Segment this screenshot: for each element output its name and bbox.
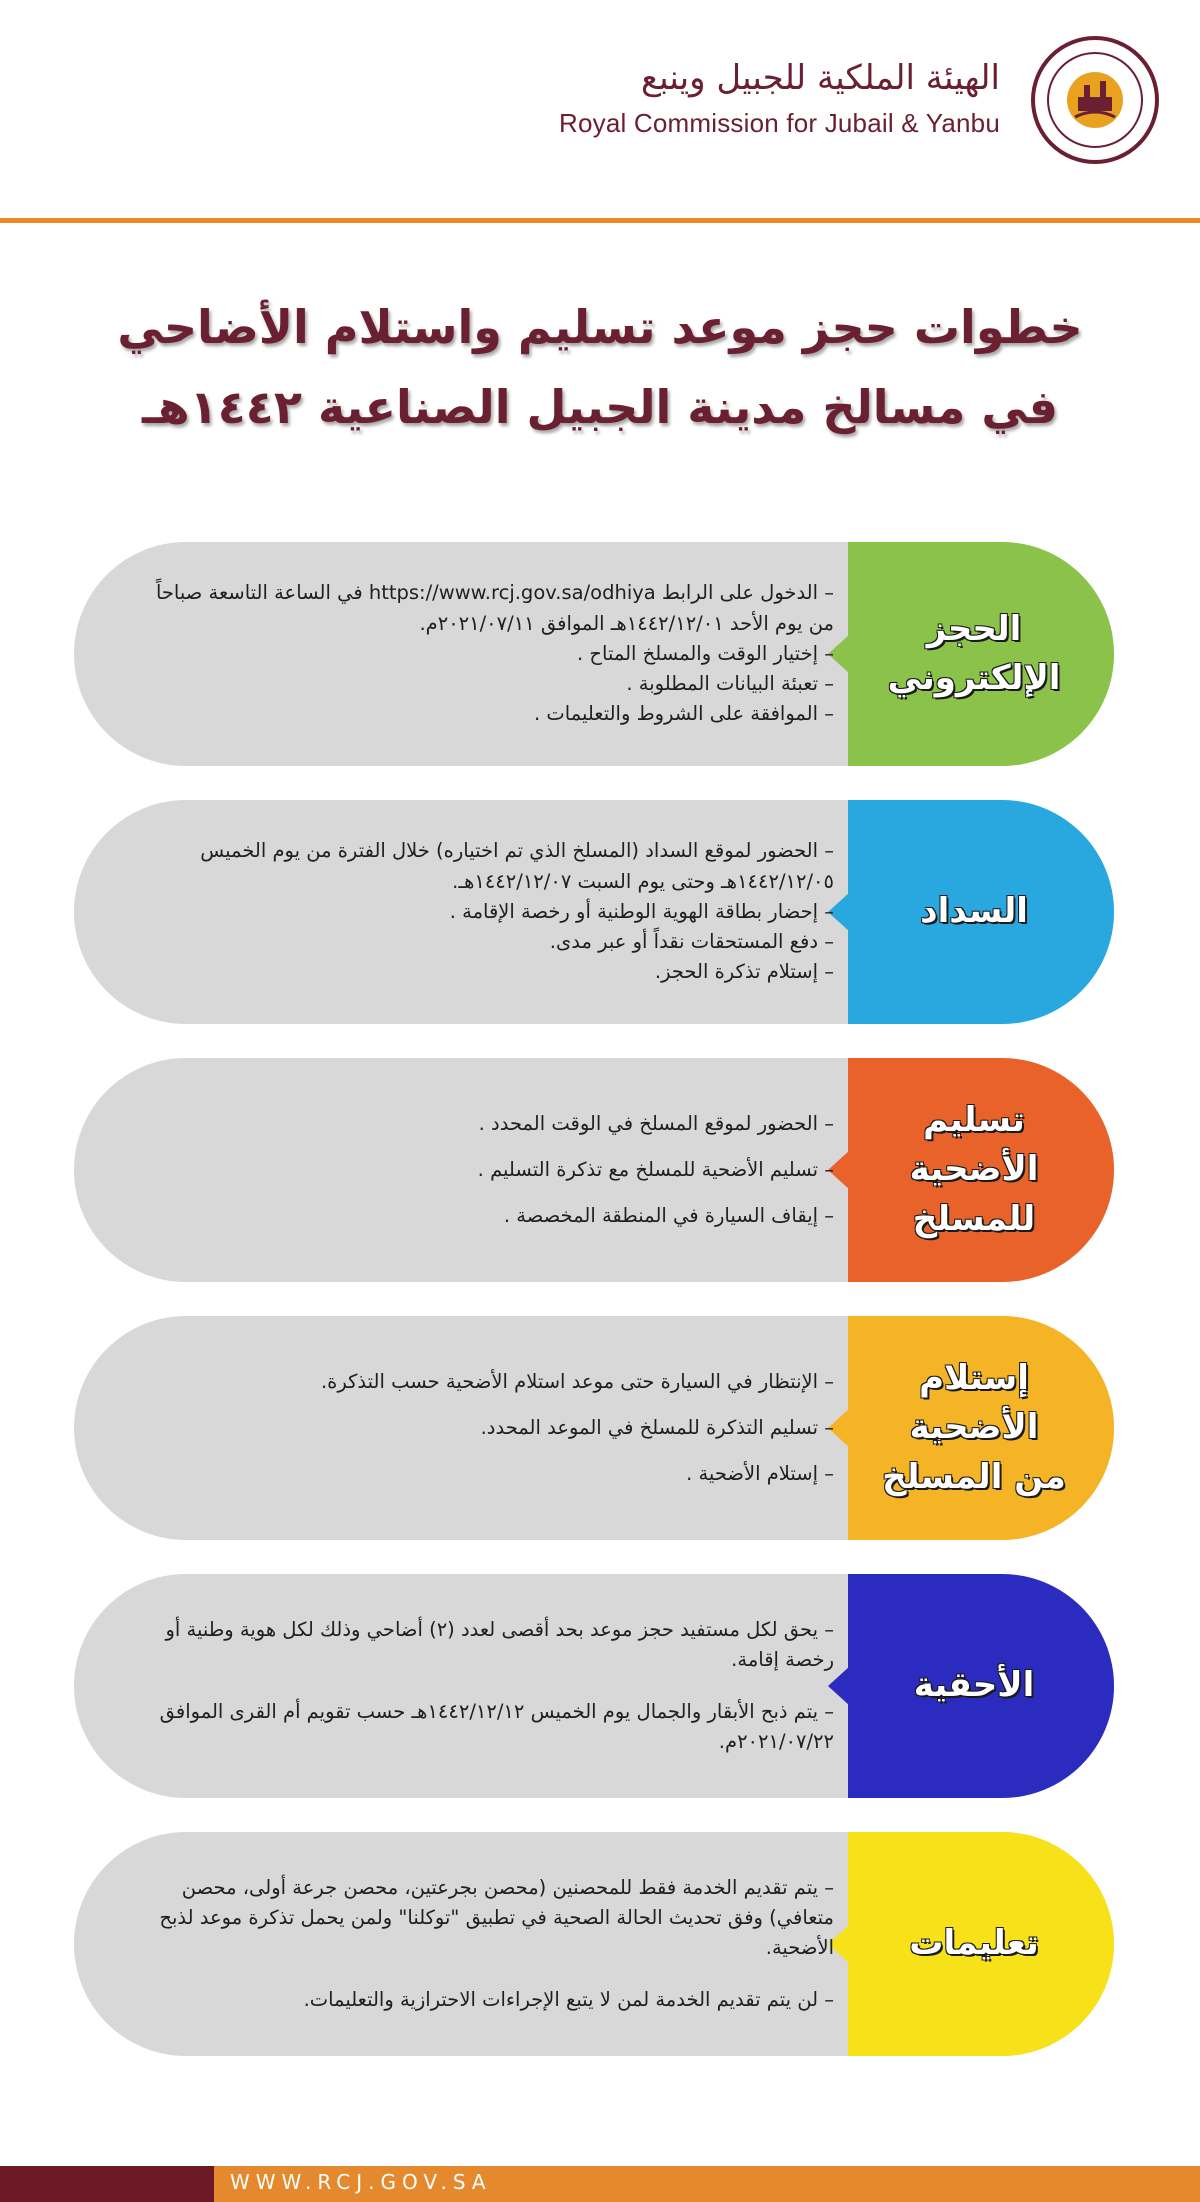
step-item: – الحضور لموقع السداد (المسلخ الذي تم اختياره) خلال الفترة من يوم الخميس ١٤٤٢/١٢/٠٥هـ وحتى يوم السبت ١٤٤٢/١٢/٠٧هـ. bbox=[200, 839, 834, 893]
step-card-instructions bbox=[74, 1832, 1114, 2056]
org-name-arabic: الهيئة الملكية للجبيل وينبع bbox=[641, 58, 1000, 98]
step-item: – إستلام تذكرة الحجز. bbox=[654, 960, 834, 984]
step-label: تعليمات bbox=[909, 1923, 1039, 1964]
step-item: – الإنتظار في السيارة حتى موعد استلام الأضحية حسب التذكرة. bbox=[320, 1369, 834, 1393]
step-item: – إحضار بطاقة الهوية الوطنية أو رخصة الإقامة . bbox=[449, 899, 834, 923]
org-name-english: Royal Commission for Jubail & Yanbu bbox=[558, 108, 1000, 138]
step-label: إستلام الأضحية من المسلخ bbox=[882, 1358, 1066, 1497]
step-item: – الموافقة على الشروط والتعليمات . bbox=[534, 702, 834, 726]
step-items bbox=[134, 1058, 834, 1282]
step-item: – يتم تقديم الخدمة فقط للمحصنين (محصن بجرعتين، محصن جرعة أولى، محصن متعافي) وفق تحديث الحالة الصحية في تطبيق "توكلنا" ولمن يحمل تذكرة موعد لذبح الأضحية. bbox=[159, 1875, 834, 1959]
step-item: – تسليم التذكرة للمسلخ في الموعد المحدد. bbox=[480, 1415, 834, 1439]
footer-bar bbox=[0, 2166, 1200, 2202]
page-title-line-1: خطوات حجز موعد تسليم واستلام الأضاحي bbox=[117, 300, 1083, 354]
step-label: الأحقية bbox=[913, 1665, 1035, 1706]
step-label: السداد bbox=[920, 891, 1028, 932]
step-item: – يحق لكل مستفيد حجز موعد بحد أقصى لعدد (٢) أضاحي وذلك لكل هوية وطنية أو رخصة إقامة. bbox=[165, 1617, 834, 1671]
step-items bbox=[134, 1316, 834, 1540]
step-item: – يتم ذبح الأبقار والجمال يوم الخميس ١٤٤٢/١٢/١٢هـ حسب تقويم أم القرى الموافق ٢٠٢١/٠٧/٢٢م. bbox=[159, 1700, 834, 1754]
step-items bbox=[134, 1832, 834, 2056]
footer-website-url: WWW.RCJ.GOV.SA bbox=[230, 2170, 492, 2194]
step-item: – الدخول على الرابط https://www.rcj.gov.sa/odhiya في الساعة التاسعة صباحاً من يوم الأحد ١٤٤٢/١٢/٠١هـ الموافق ٢٠٢١/٠٧/١١م. bbox=[155, 581, 834, 635]
step-item: – إستلام الأضحية . bbox=[686, 1462, 834, 1486]
step-card-eligibility bbox=[74, 1574, 1114, 1798]
step-item: – إختيار الوقت والمسلخ المتاح . bbox=[577, 641, 834, 665]
step-item: – تعبئة البيانات المطلوبة . bbox=[626, 672, 834, 696]
step-item: – لن يتم تقديم الخدمة لمن لا يتبع الإجراءات الاحترازية والتعليمات. bbox=[303, 1988, 834, 2012]
step-items bbox=[134, 542, 834, 766]
header bbox=[0, 0, 1200, 215]
step-card-payment bbox=[74, 800, 1114, 1024]
step-item: – دفع المستحقات نقداً أو عبر مدى. bbox=[549, 930, 834, 954]
step-item: – الحضور لموقع المسلخ في الوقت المحدد . bbox=[478, 1111, 834, 1135]
step-items bbox=[134, 1574, 834, 1798]
step-card-electronic-booking bbox=[74, 542, 1114, 766]
step-label: الحجز الإلكتروني bbox=[887, 608, 1061, 698]
step-items bbox=[134, 800, 834, 1024]
header-divider bbox=[0, 218, 1200, 223]
step-item: – إيقاف السيارة في المنطقة المخصصة . bbox=[503, 1204, 834, 1228]
step-card-deliver-to-slaughterhouse bbox=[74, 1058, 1114, 1282]
step-card-receive-from-slaughterhouse bbox=[74, 1316, 1114, 1540]
step-label: تسليم الأضحية للمسلخ bbox=[909, 1100, 1039, 1239]
footer-left-block bbox=[0, 2166, 214, 2202]
page-title-line-2: في مسالخ مدينة الجبيل الصناعية ١٤٤٢هـ bbox=[142, 380, 1058, 434]
step-item: – تسليم الأضحية للمسلخ مع تذكرة التسليم . bbox=[477, 1157, 834, 1181]
saudi-royal-commission-emblem-icon bbox=[1030, 35, 1160, 165]
